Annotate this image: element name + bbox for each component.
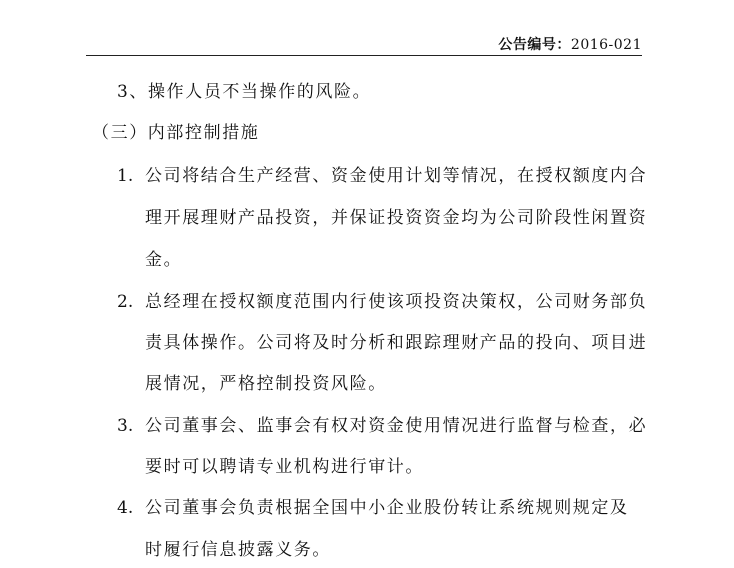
announcement-number <box>498 34 642 54</box>
item-1-line-1: 公司将结合生产经营、资金使用计划等情况，在授权额度内合 <box>145 166 648 186</box>
item-2-line-1: 总经理在授权额度范围内行使该项投资决策权，公司财务部负 <box>145 292 648 312</box>
section-title: （三）内部控制措施 <box>92 123 260 143</box>
item-2-line-3: 展情况，严格控制投资风险。 <box>145 374 387 394</box>
item-number-1: 1. <box>117 166 134 186</box>
announcement-number-value: 2016-021 <box>570 37 642 53</box>
item-2-line-2: 责具体操作。公司将及时分析和跟踪理财产品的投向、项目进 <box>145 333 648 353</box>
item-3-line-2: 要时可以聘请专业机构进行审计。 <box>145 457 424 477</box>
risk-item-3: 3、操作人员不当操作的风险。 <box>117 82 372 102</box>
announcement-number-label: 公告编号： <box>498 37 571 53</box>
item-3-line-1: 公司董事会、监事会有权对资金使用情况进行监督与检查，必 <box>145 416 648 436</box>
item-number-2: 2. <box>117 292 134 312</box>
item-4-line-1: 公司董事会负责根据全国中小企业股份转让系统规则规定及 <box>145 498 629 518</box>
item-4-line-2: 时履行信息披露义务。 <box>145 540 331 560</box>
item-1-line-3: 金。 <box>145 250 183 270</box>
header-divider <box>86 55 642 56</box>
item-number-4: 4. <box>117 498 134 518</box>
item-1-line-2: 理开展理财产品投资，并保证投资资金均为公司阶段性闲置资 <box>145 208 648 228</box>
item-number-3: 3. <box>117 416 134 436</box>
